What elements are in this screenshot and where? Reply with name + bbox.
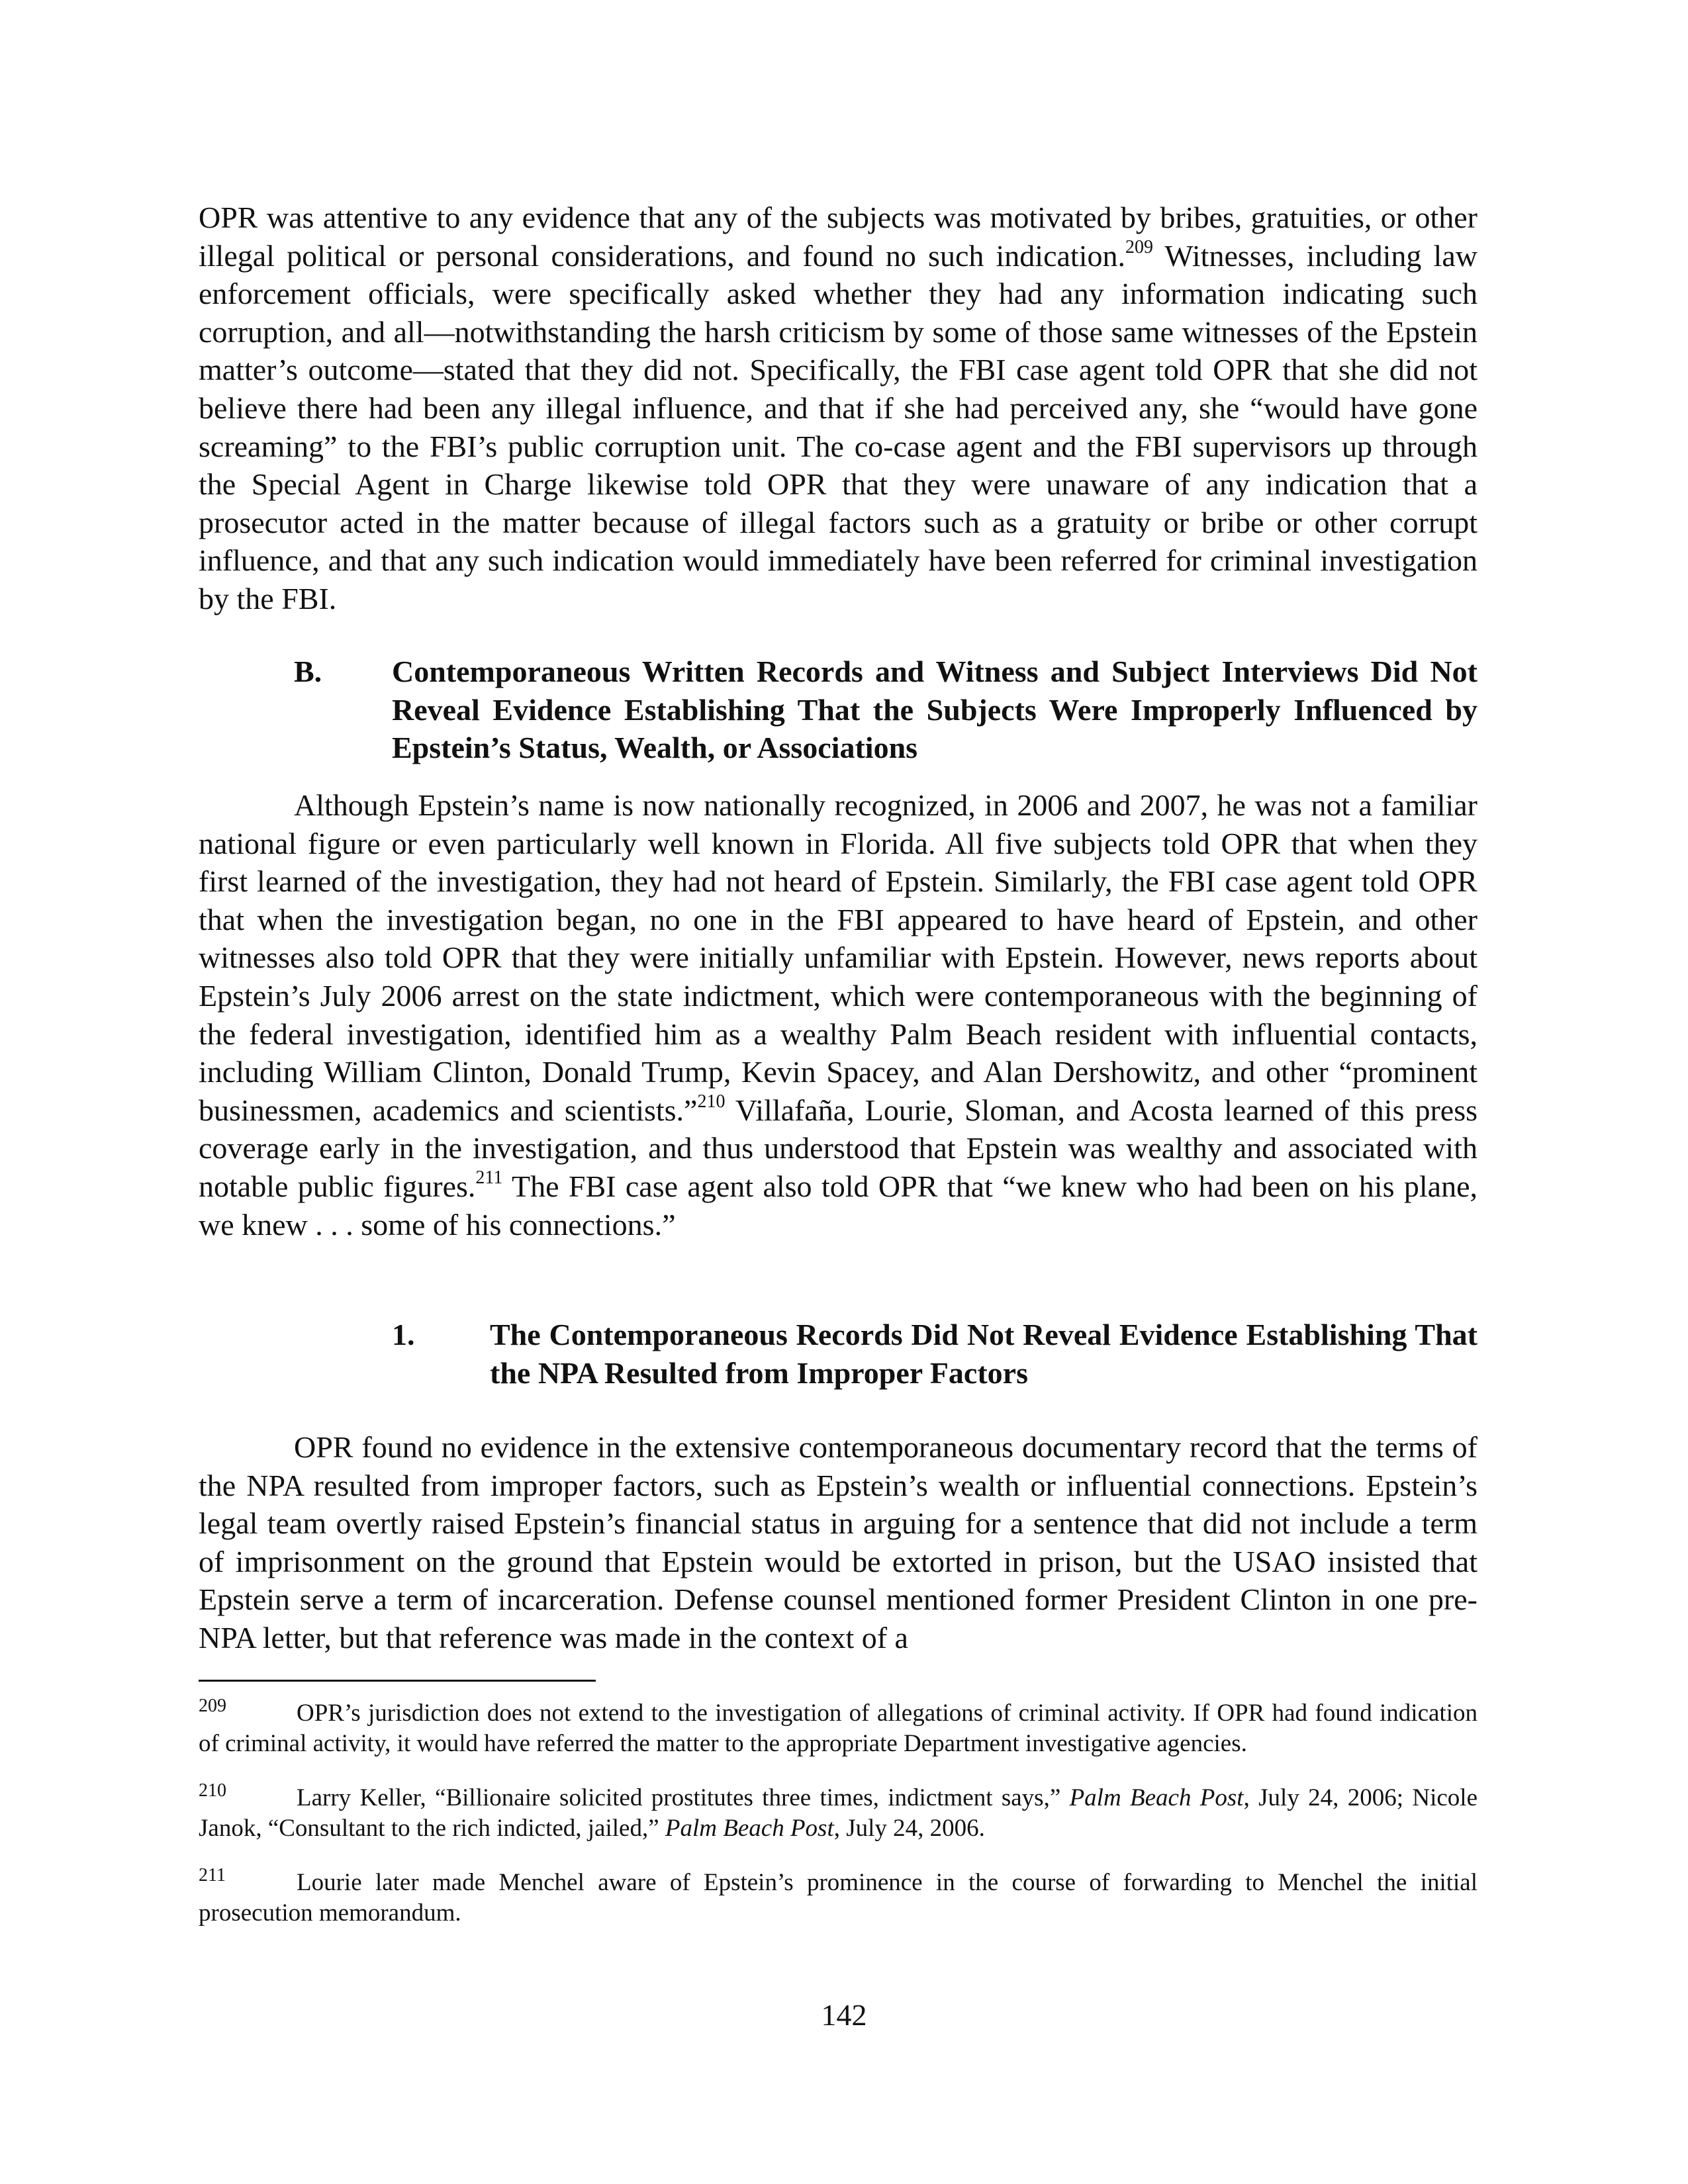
page-number: 142 bbox=[821, 1998, 867, 2032]
subsection-heading-1 bbox=[0, 1316, 1688, 1395]
footnote-source: Palm Beach Post bbox=[1069, 1784, 1244, 1811]
paragraph-text: Villafaña, Lourie, Sloman, and Acosta learned of this press coverage early in the investigation, and thus understood that Epstein was wealthy and associated with notable public figures. bbox=[199, 1093, 1477, 1203]
paragraph-text: Witnesses, including law enforcement officials, were specifically asked whether they had any information indicating such corruption, and all—notwithstanding the harsh criticism by some of those same witnesses of the Epstein matter’s outcome—stated that they did not. Specifically, the FBI case agent told OPR that she did not believe there had been any illegal influence, and that if she had perceived any, she “would have gone screaming” to the FBI’s public corruption unit. The co-case agent and the FBI supervisors up through the Special Agent in Charge likewise told OPR that they were unaware of any indication that a prosecutor acted in the matter because of illegal factors such as a gratuity or bribe or other corrupt influence, and that any such indication would immediately have been referred for criminal investigation by the FBI. bbox=[199, 238, 1477, 615]
paragraph-epstein-name bbox=[199, 786, 1477, 1244]
paragraph-no-evidence: OPR found no evidence in the extensive contemporaneous documentary record that the terms of the NPA resulted from improper factors, such as Epstein’s wealth or influential connections. Epstein’s legal team overtly raised Epstein’s financial status in arguing for a sentence that did not include a term of imprisonment on the ground that Epstein would be extorted in prison, but the USAO insisted that Epstein serve a term of incarceration. Defense counsel mentioned former President Clinton in one pre-NPA letter, but that reference was made in the context of a bbox=[199, 1430, 1477, 1655]
footnote-ref-209: 209 bbox=[1125, 236, 1153, 257]
footnote-text: , July 24, 2006. bbox=[833, 1815, 985, 1842]
footnote-text: Lourie later made Menchel aware of Epstein’s prominence in the course of forwarding to Menchel the initial prosecution memorandum. bbox=[199, 1869, 1477, 1927]
footnote-text: OPR’s jurisdiction does not extend to the investigation of allegations of criminal activity. If OPR had found indication of criminal activity, it would have referred the matter to the appropriate Department investigative agencies. bbox=[199, 1700, 1477, 1757]
paragraph-text: The FBI case agent also told OPR that “we knew who had been on his plane, we knew . . . some of his connections.” bbox=[199, 1169, 1477, 1242]
section-title: Contemporaneous Written Records and Witness and Subject Interviews Did Not Reveal Evidence Establishing That the Subjects Were Improperly Influenced by Epstein’s Status, Wealth, or Associations bbox=[392, 655, 1477, 765]
footnote-text: Larry Keller, “Billionaire solicited prostitutes three times, indictment says,” bbox=[297, 1784, 1070, 1811]
subsection-label: 1. bbox=[392, 1318, 415, 1351]
footnote-ref-211: 211 bbox=[475, 1167, 503, 1188]
footnote-source: Palm Beach Post bbox=[665, 1815, 834, 1842]
footnote-divider bbox=[199, 1680, 596, 1682]
subsection-title: The Contemporaneous Records Did Not Reveal Evidence Establishing That the NPA Resulted from Improper Factors bbox=[490, 1318, 1477, 1390]
paragraph-text: Although Epstein’s name is now nationally recognized, in 2006 and 2007, he was not a familiar national figure or even particularly well known in Florida. All five subjects told OPR that when they first learned of the investigation, they had not heard of Epstein. Similarly, the FBI case agent told OPR that when the investigation began, no one in the FBI appeared to have heard of Epstein, and other witnesses also told OPR that they were initially unfamiliar with Epstein. However, news reports about Epstein’s July 2006 arrest on the state indictment, which were contemporaneous with the beginning of the federal investigation, identified him as a wealthy Palm Beach resident with influential contacts, including William Clinton, Donald Trump, Kevin Spacey, and Alan Dershowitz, and other “prominent businessmen, academics and scientists.” bbox=[199, 788, 1477, 1127]
footnote-text: , July 24, 2006; Nicole Janok, “Consultant to the rich indicted, jailed,” bbox=[199, 1784, 1477, 1842]
footnote-ref-210: 210 bbox=[697, 1091, 726, 1112]
footnote-210: 210 Larry Keller, “Billionaire solicited prostitutes three times, indictment says,” Palm Beach Post, July 24, 2006; Nicole Janok, “Consultant to the rich indicted, jailed,” Palm Beach Post, July 24, 2006. bbox=[199, 1780, 1477, 1842]
section-label: B. bbox=[294, 655, 322, 688]
paragraph-text: OPR was attentive to any evidence that any of the subjects was motivated by bribes, gratuities, or other illegal political or personal considerations, and found no such indication. bbox=[199, 201, 1477, 273]
footnote-211: 211 Lourie later made Menchel aware of Epstein’s prominence in the course of forwarding to Menchel the initial prosecution memorandum. bbox=[199, 1865, 1477, 1927]
paragraph-opr-attentive bbox=[199, 199, 1477, 618]
section-heading-b bbox=[0, 653, 1688, 772]
footnote-209: 209 OPR’s jurisdiction does not extend to the investigation of allegations of criminal activity. If OPR had found indication of criminal activity, it would have referred the matter to the appropriate Department investigative agencies. bbox=[199, 1696, 1477, 1757]
